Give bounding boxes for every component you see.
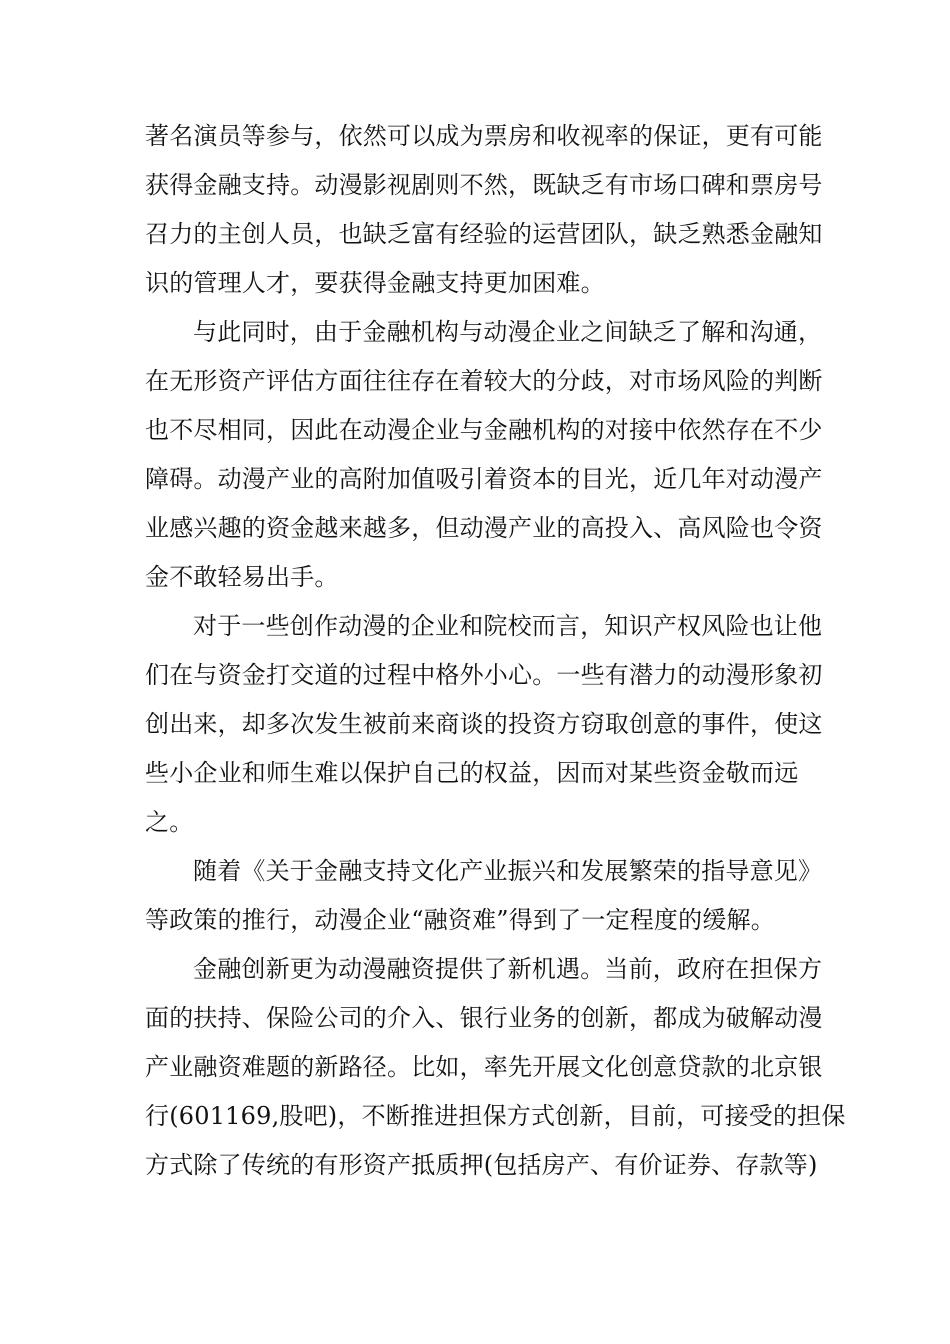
paragraph-1-line-3: 召力的主创人员，也缺乏富有经验的运营团队，缺乏熟悉金融知 [145, 220, 823, 248]
paragraph-3-line-1: 对于一些创作动漫的企业和院校而言，知识产权风险也让他 [193, 612, 823, 640]
paragraph-5-line-5: 方式除了传统的有形资产抵质押(包括房产、有价证券、存款等) [145, 1151, 818, 1179]
paragraph-1-line-2: 获得金融支持。动漫影视剧则不然，既缺乏有市场口碑和票房号 [145, 171, 823, 199]
paragraph-1-line-1: 著名演员等参与，依然可以成为票房和收视率的保证，更有可能 [145, 122, 823, 150]
paragraph-3-line-2: 们在与资金打交道的过程中格外小心。一些有潜力的动漫形象初 [145, 661, 823, 689]
paragraph-2-line-2: 在无形资产评估方面往往存在着较大的分歧，对市场风险的判断 [145, 367, 823, 395]
paragraph-3-line-5: 之。 [145, 808, 194, 836]
paragraph-3-line-4: 些小企业和师生难以保护自己的权益，因而对某些资金敬而远 [145, 759, 799, 787]
paragraph-5-line-3: 产业融资难题的新路径。比如，率先开展文化创意贷款的北京银 [145, 1053, 823, 1081]
paragraph-2-line-6: 金不敢轻易出手。 [145, 563, 339, 591]
paragraph-4-line-1: 随着《关于金融支持文化产业振兴和发展繁荣的指导意见》 [193, 857, 823, 885]
paragraph-2-line-1: 与此同时，由于金融机构与动漫企业之间缺乏了解和沟通， [193, 318, 823, 346]
paragraph-4-line-2: 等政策的推行，动漫企业“融资难”得到了一定程度的缓解。 [145, 906, 775, 934]
paragraph-1-line-4: 识的管理人才，要获得金融支持更加困难。 [145, 269, 605, 297]
paragraph-2-line-3: 也不尽相同，因此在动漫企业与金融机构的对接中依然存在不少 [145, 416, 823, 444]
paragraph-3-line-3: 创出来，却多次发生被前来商谈的投资方窃取创意的事件，使这 [145, 710, 823, 738]
paragraph-2-line-5: 业感兴趣的资金越来越多，但动漫产业的高投入、高风险也令资 [145, 514, 823, 542]
paragraph-5-line-2: 面的扶持、保险公司的介入、银行业务的创新，都成为破解动漫 [145, 1004, 823, 1032]
document-body [145, 112, 846, 1190]
paragraph-5-line-4: 行(601169,股吧)，不断推进担保方式创新，目前，可接受的担保 [145, 1102, 846, 1130]
paragraph-2-line-4: 障碍。动漫产业的高附加值吸引着资本的目光，近几年对动漫产 [145, 465, 823, 493]
paragraph-5-line-1: 金融创新更为动漫融资提供了新机遇。当前，政府在担保方 [193, 955, 823, 983]
